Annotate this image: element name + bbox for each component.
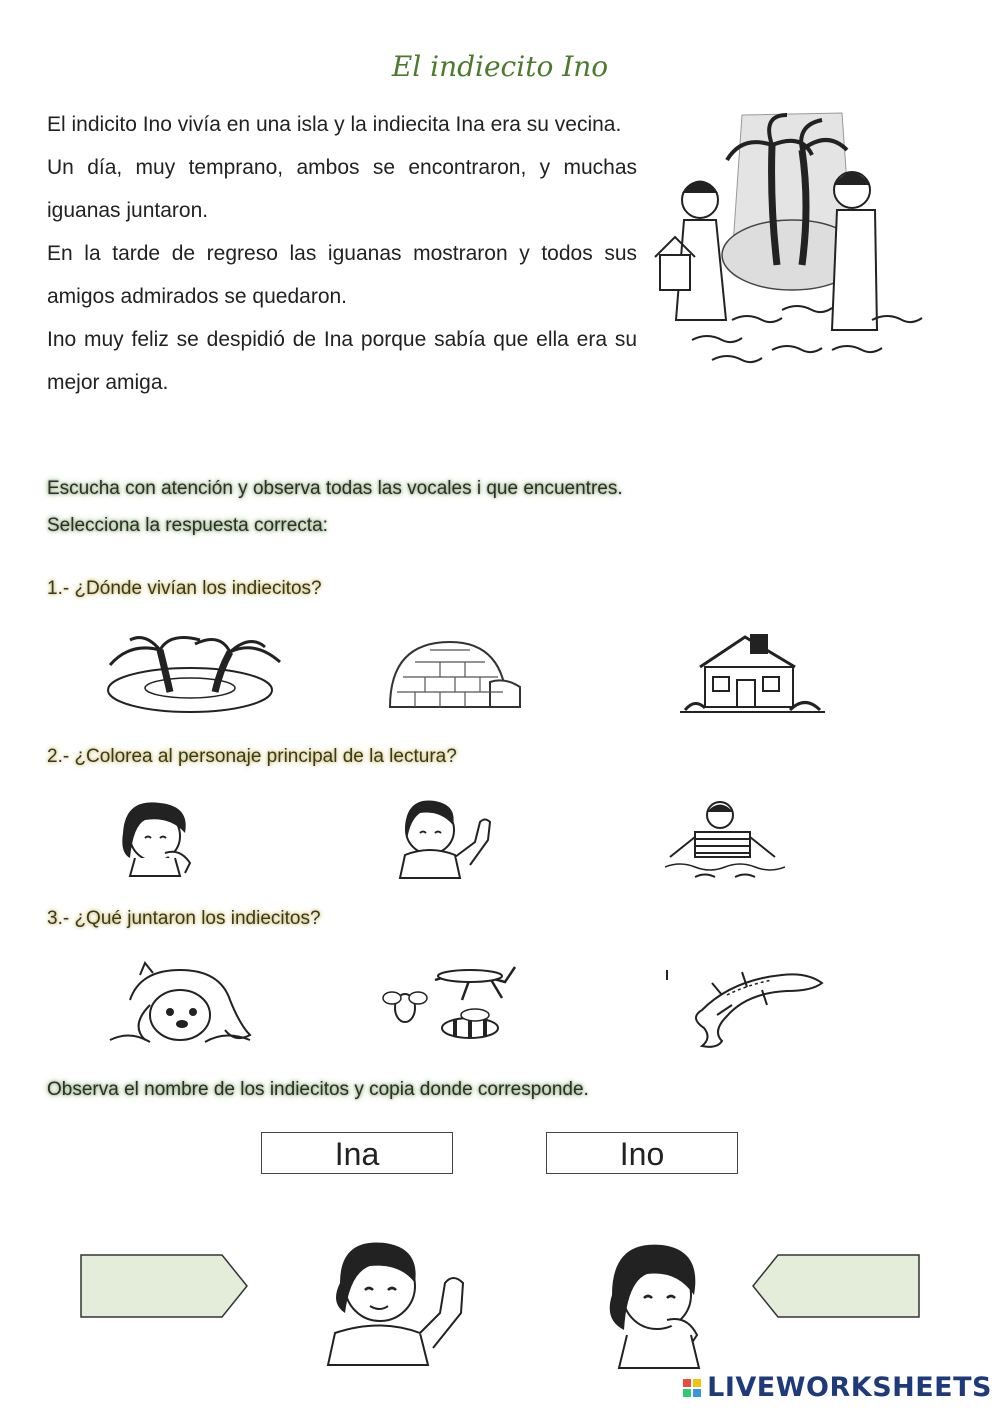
- story-paragraph: En la tarde de regreso las iguanas mostraron y todos sus amigos admirados se quedaron.: [47, 242, 637, 308]
- story-illustration: [652, 105, 932, 385]
- instruction-select: Selecciona la respuesta correcta:: [47, 515, 328, 536]
- option-island-palms[interactable]: [105, 630, 285, 715]
- brand-text: LIVEWORKSHEETS: [707, 1372, 992, 1403]
- page-title: El indiecito Ino: [391, 50, 609, 83]
- option-puppy[interactable]: [105, 960, 255, 1050]
- option-house[interactable]: [665, 632, 835, 722]
- liveworksheets-icon: [683, 1379, 701, 1397]
- answer-box-left[interactable]: [80, 1254, 250, 1318]
- story-text: [47, 103, 637, 404]
- option-child-swimming[interactable]: [665, 797, 785, 882]
- story-paragraph: Ino muy feliz se despidió de Ina porque sabía que ella era su mejor amiga.: [47, 328, 637, 394]
- character-boy-waving: [310, 1238, 480, 1368]
- question-2: 2.- ¿Colorea al personaje principal de la lectura?: [47, 746, 457, 767]
- character-girl-thinking: [592, 1240, 752, 1370]
- name-card-ina: Ina: [261, 1132, 453, 1174]
- story-paragraph: Un día, muy temprano, ambos se encontraron, y muchas iguanas juntaron.: [47, 156, 637, 222]
- option-igloo[interactable]: [385, 637, 525, 712]
- story-paragraph: El indicito Ino vivía en una isla y la indiecita Ina era su vecina.: [47, 113, 622, 136]
- instruction-copy-names: Observa el nombre de los indiecitos y copia donde corresponde.: [47, 1079, 589, 1100]
- option-boy-waving[interactable]: [385, 795, 505, 880]
- option-girl-thinking[interactable]: [105, 798, 225, 878]
- instruction-listen: Escucha con atención y observa todas las vocales i que encuentres.: [47, 478, 623, 499]
- answer-box-right[interactable]: [751, 1254, 921, 1318]
- option-insects[interactable]: [380, 960, 530, 1045]
- name-card-ino: Ino: [546, 1132, 738, 1174]
- question-3: 3.- ¿Qué juntaron los indiecitos?: [47, 908, 321, 929]
- option-iguana[interactable]: [662, 965, 827, 1050]
- question-1: 1.- ¿Dónde vivían los indiecitos?: [47, 578, 322, 599]
- brand-logo: [683, 1372, 992, 1403]
